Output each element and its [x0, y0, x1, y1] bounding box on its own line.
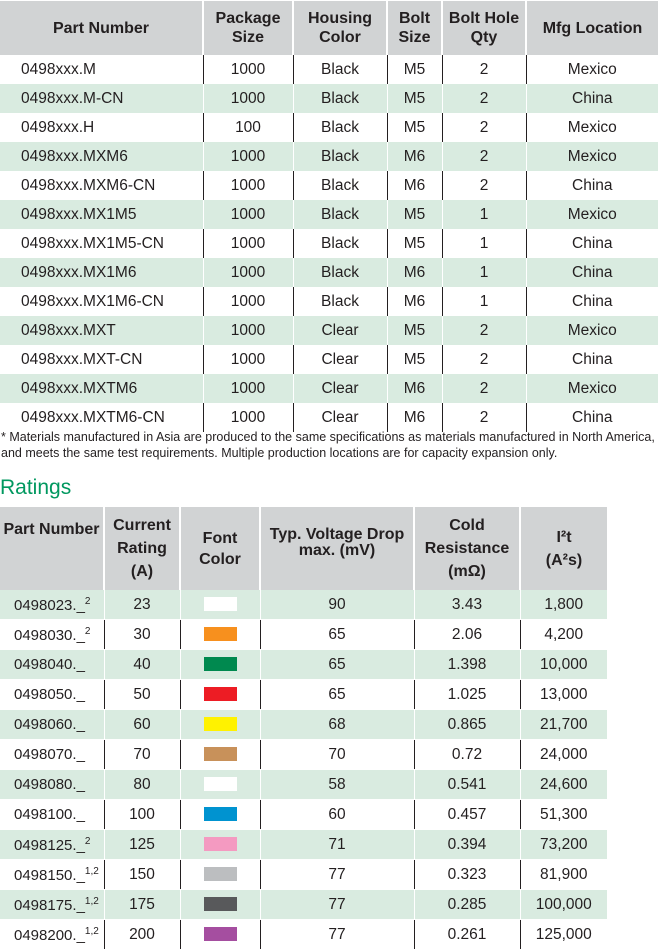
header-label: Part Number: [3, 521, 100, 538]
bolt-size-cell: M5: [387, 113, 442, 142]
header-font-color: Font Color: [180, 507, 260, 590]
part-number-cell: 0498xxx.MX1M6: [0, 258, 203, 287]
current-rating-cell: 70: [104, 740, 180, 770]
part-number-cell: 0498xxx.MX1M5-CN: [0, 229, 203, 258]
part-number-cell: 0498xxx.M-CN: [0, 84, 203, 113]
part-number-text: 0498200._: [14, 926, 85, 944]
header-bolt-hole-qty: Bolt Hole Qty: [442, 1, 526, 55]
mfg-location-cell: China: [526, 345, 658, 374]
i2t-cell: 51,300: [520, 800, 607, 830]
color-swatch: [204, 717, 237, 731]
font-color-cell: [180, 680, 260, 710]
package-size-cell: 1000: [203, 316, 293, 345]
bolt-size-cell: M5: [387, 84, 442, 113]
current-rating-cell: 30: [104, 620, 180, 650]
housing-color-cell: Black: [293, 258, 387, 287]
ratings-table: [0, 507, 607, 950]
part-number-cell: 0498xxx.MXT: [0, 316, 203, 345]
part-number-cell: 0498xxx.MX1M6-CN: [0, 287, 203, 316]
package-size-cell: 1000: [203, 374, 293, 403]
package-size-cell: 1000: [203, 345, 293, 374]
housing-color-cell: Black: [293, 84, 387, 113]
package-size-cell: 1000: [203, 287, 293, 316]
font-color-cell: [180, 920, 260, 950]
color-swatch: [204, 687, 237, 701]
part-number-text: 0498030._: [14, 626, 85, 644]
i2t-cell: 4,200: [520, 620, 607, 650]
current-rating-cell: 80: [104, 770, 180, 800]
font-color-cell: [180, 770, 260, 800]
table-row: [0, 920, 607, 950]
font-color-cell: [180, 890, 260, 920]
cold-resistance-cell: 0.541: [414, 770, 520, 800]
i2t-cell: 1,800: [520, 590, 607, 620]
table-row: [0, 316, 658, 345]
part-number-cell: [0, 590, 104, 620]
table-row: [0, 403, 658, 432]
voltage-drop-cell: 71: [260, 830, 414, 860]
mfg-location-cell: China: [526, 84, 658, 113]
cold-resistance-cell: 0.285: [414, 890, 520, 920]
mfg-location-cell: China: [526, 403, 658, 432]
current-rating-cell: 150: [104, 860, 180, 890]
bolt-hole-qty-cell: 2: [442, 374, 526, 403]
table-row: [0, 113, 658, 142]
table-row: [0, 890, 607, 920]
cold-resistance-cell: 0.394: [414, 830, 520, 860]
header-i2t: I²t (A²s): [520, 507, 607, 590]
part-number-cell: 0498xxx.H: [0, 113, 203, 142]
package-size-cell: 1000: [203, 403, 293, 432]
font-color-cell: [180, 590, 260, 620]
package-size-cell: 100: [203, 113, 293, 142]
housing-color-cell: Black: [293, 200, 387, 229]
current-rating-cell: 125: [104, 830, 180, 860]
part-number-cell: [0, 830, 104, 860]
mfg-location-cell: China: [526, 229, 658, 258]
package-size-cell: 1000: [203, 55, 293, 84]
part-number-cell: [0, 860, 104, 890]
part-number-cell: [0, 740, 104, 770]
mfg-location-cell: Mexico: [526, 113, 658, 142]
bolt-size-cell: M6: [387, 171, 442, 200]
housing-color-cell: Black: [293, 142, 387, 171]
footnote-marker: 2: [84, 625, 91, 637]
mfg-location-cell: Mexico: [526, 200, 658, 229]
color-swatch: [204, 597, 237, 611]
part-number-text: 0498023._: [14, 596, 85, 614]
mfg-location-cell: Mexico: [526, 142, 658, 171]
font-color-cell: [180, 860, 260, 890]
voltage-drop-cell: 77: [260, 890, 414, 920]
housing-color-cell: Black: [293, 287, 387, 316]
table-row: [0, 84, 658, 113]
product-table: [0, 1, 658, 432]
i2t-cell: 125,000: [520, 920, 607, 950]
bolt-hole-qty-cell: 2: [442, 171, 526, 200]
part-number-text: 0498150._: [14, 866, 85, 884]
table-row: [0, 287, 658, 316]
header-package-size: Package Size: [203, 1, 293, 55]
package-size-cell: 1000: [203, 258, 293, 287]
cold-resistance-cell: 0.72: [414, 740, 520, 770]
header-label: Mfg Location: [542, 19, 643, 37]
current-rating-cell: 40: [104, 650, 180, 680]
footnote-marker: 2: [84, 595, 91, 607]
current-rating-cell: 100: [104, 800, 180, 830]
voltage-drop-cell: 77: [260, 920, 414, 950]
part-number-cell: [0, 620, 104, 650]
color-swatch: [204, 927, 237, 941]
part-number-cell: [0, 920, 104, 950]
table-row: [0, 710, 607, 740]
font-color-cell: [180, 710, 260, 740]
housing-color-cell: Black: [293, 55, 387, 84]
part-number-cell: 0498xxx.MXTM6-CN: [0, 403, 203, 432]
voltage-drop-cell: 65: [260, 620, 414, 650]
i2t-cell: 81,900: [520, 860, 607, 890]
package-size-cell: 1000: [203, 229, 293, 258]
housing-color-cell: Clear: [293, 345, 387, 374]
font-color-cell: [180, 800, 260, 830]
cold-resistance-cell: 0.457: [414, 800, 520, 830]
i2t-cell: 73,200: [520, 830, 607, 860]
voltage-drop-cell: 90: [260, 590, 414, 620]
i2t-cell: 21,700: [520, 710, 607, 740]
footnote: * Materials manufactured in Asia are produced to the same specifications as materials manufactured in North America, and meets the same test requirements. Multiple production locations are for capacity expansion only.: [1, 430, 655, 460]
part-number-cell: 0498xxx.MXTM6: [0, 374, 203, 403]
package-size-cell: 1000: [203, 200, 293, 229]
header-bolt-size: Bolt Size: [387, 1, 442, 55]
package-size-cell: 1000: [203, 171, 293, 200]
part-number-cell: 0498xxx.M: [0, 55, 203, 84]
color-swatch: [204, 807, 237, 821]
i2t-cell: 24,000: [520, 740, 607, 770]
part-number-text: 0498080._: [14, 776, 85, 793]
table-row: [0, 830, 607, 860]
header-voltage-drop: Typ. Voltage Drop max. (mV): [260, 507, 414, 590]
bolt-hole-qty-cell: 2: [442, 113, 526, 142]
font-color-cell: [180, 740, 260, 770]
font-color-cell: [180, 650, 260, 680]
table-row: [0, 740, 607, 770]
bolt-size-cell: M5: [387, 345, 442, 374]
voltage-drop-cell: 70: [260, 740, 414, 770]
header-label: Part Number: [52, 19, 150, 37]
bolt-hole-qty-cell: 1: [442, 200, 526, 229]
table-row: [0, 200, 658, 229]
color-swatch: [204, 657, 237, 671]
product-table-header: [0, 1, 658, 55]
bolt-size-cell: M6: [387, 374, 442, 403]
color-swatch: [204, 627, 237, 641]
i2t-cell: 100,000: [520, 890, 607, 920]
part-number-text: 0498050._: [14, 686, 85, 703]
voltage-drop-cell: 65: [260, 680, 414, 710]
part-number-text: 0498125._: [14, 836, 85, 854]
cold-resistance-cell: 3.43: [414, 590, 520, 620]
voltage-drop-cell: 58: [260, 770, 414, 800]
font-color-cell: [180, 620, 260, 650]
table-row: [0, 142, 658, 171]
mfg-location-cell: China: [526, 287, 658, 316]
table-row: [0, 620, 607, 650]
bolt-size-cell: M5: [387, 316, 442, 345]
footnote-marker: 1,2: [84, 925, 99, 937]
header-mfg-location: [526, 1, 658, 55]
mfg-location-cell: China: [526, 171, 658, 200]
mfg-location-cell: Mexico: [526, 374, 658, 403]
table-row: [0, 770, 607, 800]
housing-color-cell: Black: [293, 171, 387, 200]
table-row: [0, 650, 607, 680]
part-number-text: 0498175._: [14, 896, 85, 914]
package-size-cell: 1000: [203, 84, 293, 113]
header-cold-resistance: Cold Resistance (mΩ): [414, 507, 520, 590]
table-row: [0, 345, 658, 374]
ratings-table-header: [0, 507, 607, 590]
font-color-cell: [180, 830, 260, 860]
current-rating-cell: 50: [104, 680, 180, 710]
ratings-title: Ratings: [0, 476, 72, 499]
current-rating-cell: 23: [104, 590, 180, 620]
part-number-cell: 0498xxx.MXM6-CN: [0, 171, 203, 200]
table-row: [0, 229, 658, 258]
footnote-marker: 2: [84, 835, 91, 847]
package-size-cell: 1000: [203, 142, 293, 171]
voltage-drop-cell: 68: [260, 710, 414, 740]
part-number-cell: 0498xxx.MXT-CN: [0, 345, 203, 374]
housing-color-cell: Clear: [293, 374, 387, 403]
color-swatch: [204, 897, 237, 911]
voltage-drop-cell: 77: [260, 860, 414, 890]
part-number-cell: 0498xxx.MX1M5: [0, 200, 203, 229]
bolt-size-cell: M6: [387, 403, 442, 432]
bolt-hole-qty-cell: 2: [442, 142, 526, 171]
table-row: [0, 590, 607, 620]
footnote-marker: 1,2: [84, 895, 99, 907]
bolt-hole-qty-cell: 1: [442, 258, 526, 287]
bolt-size-cell: M5: [387, 200, 442, 229]
cold-resistance-cell: 1.025: [414, 680, 520, 710]
bolt-hole-qty-cell: 2: [442, 84, 526, 113]
cold-resistance-cell: 0.261: [414, 920, 520, 950]
part-number-cell: [0, 890, 104, 920]
housing-color-cell: Black: [293, 113, 387, 142]
mfg-location-cell: Mexico: [526, 316, 658, 345]
housing-color-cell: Black: [293, 229, 387, 258]
table-row: [0, 374, 658, 403]
table-row: [0, 680, 607, 710]
mfg-location-cell: China: [526, 258, 658, 287]
bolt-hole-qty-cell: 2: [442, 345, 526, 374]
current-rating-cell: 200: [104, 920, 180, 950]
housing-color-cell: Clear: [293, 403, 387, 432]
part-number-cell: [0, 680, 104, 710]
color-swatch: [204, 867, 237, 881]
current-rating-cell: 60: [104, 710, 180, 740]
bolt-size-cell: M6: [387, 287, 442, 316]
housing-color-cell: Clear: [293, 316, 387, 345]
color-swatch: [204, 777, 237, 791]
color-swatch: [204, 747, 237, 761]
i2t-cell: 13,000: [520, 680, 607, 710]
voltage-drop-cell: 60: [260, 800, 414, 830]
table-row: [0, 171, 658, 200]
table-row: [0, 800, 607, 830]
bolt-hole-qty-cell: 2: [442, 55, 526, 84]
part-number-text: 0498100._: [14, 806, 85, 823]
cold-resistance-cell: 1.398: [414, 650, 520, 680]
table-row: [0, 258, 658, 287]
part-number-cell: 0498xxx.MXM6: [0, 142, 203, 171]
i2t-cell: 24,600: [520, 770, 607, 800]
table-row: [0, 860, 607, 890]
part-number-text: 0498040._: [14, 656, 85, 673]
header-part-number: [0, 1, 203, 55]
header-housing-color: Housing Color: [293, 1, 387, 55]
cold-resistance-cell: 0.323: [414, 860, 520, 890]
bolt-size-cell: M6: [387, 142, 442, 171]
part-number-cell: [0, 770, 104, 800]
bolt-size-cell: M6: [387, 258, 442, 287]
voltage-drop-cell: 65: [260, 650, 414, 680]
current-rating-cell: 175: [104, 890, 180, 920]
i2t-cell: 10,000: [520, 650, 607, 680]
color-swatch: [204, 837, 237, 851]
bolt-size-cell: M5: [387, 55, 442, 84]
mfg-location-cell: Mexico: [526, 55, 658, 84]
bolt-hole-qty-cell: 1: [442, 287, 526, 316]
table-row: [0, 55, 658, 84]
header-current-rating: Current Rating (A): [104, 507, 180, 590]
bolt-hole-qty-cell: 2: [442, 316, 526, 345]
bolt-size-cell: M5: [387, 229, 442, 258]
header-part-number: [0, 507, 104, 590]
part-number-text: 0498070._: [14, 746, 85, 763]
part-number-cell: [0, 800, 104, 830]
cold-resistance-cell: 2.06: [414, 620, 520, 650]
bolt-hole-qty-cell: 1: [442, 229, 526, 258]
cold-resistance-cell: 0.865: [414, 710, 520, 740]
footnote-marker: 1,2: [84, 865, 99, 877]
part-number-cell: [0, 710, 104, 740]
part-number-text: 0498060._: [14, 716, 85, 733]
bolt-hole-qty-cell: 2: [442, 403, 526, 432]
part-number-cell: [0, 650, 104, 680]
